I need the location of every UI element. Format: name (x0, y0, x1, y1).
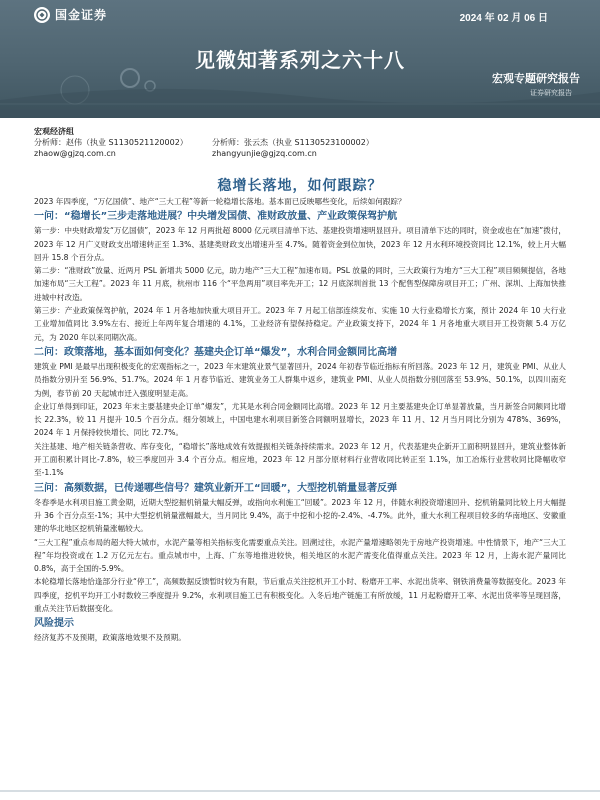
report-date: 2024 年 02 月 06 日 (459, 13, 548, 24)
analyst-name-row (34, 137, 574, 148)
report-sub-label: 证券研究报告 (530, 89, 572, 97)
header-banner (0, 0, 600, 118)
analyst-2-name: 分析师：张云杰（执业 S1130523100002） (212, 138, 374, 147)
analyst-2-email: zhangyunjie@gjzq.com.cn (212, 149, 317, 158)
footer-divider (0, 790, 600, 792)
analyst-block (34, 126, 574, 159)
section-3-paragraph: “三大工程”重点布局的超大特大城市，水泥产量等相关指标变化需要重点关注。回溯过往，水泥产量增速略领先于房地产投资增速。中性情景下，地产“三大工程”年均投资或在 1.2 万亿元左右。重点城市中，上海、广东等地推进较快，相关地区的水泥产需变化值得重点关注。2023 年 12 月，上海水泥产量同比 0.8%，高于全国的-5.9%。 (34, 537, 566, 574)
section-2-heading: 二问：政策落地，基本面如何变化？基建央企订单“爆发”，水利合同金额同比高增 (34, 346, 398, 358)
section-2-paragraph: 建筑业 PMI 是最早出现积极变化的宏观指标之一，2023 年末建筑业景气显著回升，2024 年初春节临近指标有所回落。2023 年 12 月，建筑业 PMI、从业人员指数分别升至 56.9%、51.7%。2024 年 1 月春节临近、建筑业务工人群集中返乡，建筑业 PMI、从业人员指数分别回落至 53.9%、50.1%，以四川南充为例，春节前 20 天起城市迁入强度明显走高。 (34, 361, 566, 398)
logo-icon (34, 7, 50, 23)
analyst-group: 宏观经济组 (34, 127, 74, 136)
section-3-paragraph: 冬春季是水利项目施工黄金期，近期大型挖掘机销量大幅反弹，或指向水利施工“回暖”。2023 年 12 月，伴随水利投资增速回升、挖机销量同比较上月大幅提升 36 个百分点至-1%；其中大型挖机销量涨幅最大，当月同比 9.4%，高于中挖和小挖的-2.4%、-4.7%。此外，重大水利工程项目较多的华南地区、安徽重建的华北地区挖机销量涨幅较大。 (34, 497, 566, 534)
main-title: 稳增长落地，如何跟踪？ (217, 178, 383, 194)
section-2-paragraph: 企业订单得到印证，2023 年末主要基建央企订单“爆发”，尤其是水利合同金额同比高增。2023 年 12 月主要基建央企订单显著放量，当月新签合同额同比增长 22.3%，较 11 月提升 10.5 个百分点。细分领域上，中国电建水利项目新签合同额明显增长，2023 年 11 月、12 月当月同比分别为 478%、369%，2024 年 1 月保持较快增长、同比 72.7%。 (34, 401, 566, 438)
analyst-email-row (34, 148, 574, 159)
section-1-heading: 一问：“稳增长”三步走落地进展？中央增发国债、准财政放量、产业政策保驾护航 (34, 211, 398, 223)
report-body (34, 195, 566, 645)
risk-paragraph: 经济复苏不及预期，政策落地效果不及预期。 (34, 633, 186, 643)
section-3-paragraph: 本轮稳增长落地恰逢部分行业“停工”，高频数据反馈暂时较为有限，节后重点关注挖机开工小时、粉磨开工率、水泥出货率、钢铁消费量等数据变化。2023 年四季度，挖机平均开工小时数较三季度提升 9.2%，水利项目施工已有积极变化。入冬后地产链施工有所放缓，11 月起粉磨开工率、水泥出货率等呈现回落，重点关注节后数据变化。 (34, 577, 566, 614)
risk-heading: 风险提示 (34, 618, 74, 630)
series-title: 见微知著系列之六十八 (195, 48, 405, 72)
company-name: 国金证券 (55, 8, 108, 22)
report-type: 宏观专题研究报告 (492, 72, 580, 85)
intro-paragraph: 2023 年四季度，“万亿国债”、地产“三大工程”等新一轮稳增长落地。基本面已反映哪些变化，后续如何跟踪？ (34, 197, 406, 206)
section-2-paragraph: 关注基建、地产相关链条营收、库存变化，“稳增长”落地成效有效提振相关链条持续需求。2023 年 12 月，代表基建央企新开工面积明显回升，建筑业整体新开工面积累计同比-7.8%，较三季度回升 3.4 个百分点。相应地，2023 年 12 月部分原材料行业营收同比转正至 1.1%，加工冶炼行业营收同比降幅收窄至-1.1% (34, 441, 566, 478)
section-1-paragraph: 第一步：中央财政增发“万亿国债”，2023 年 12 月两批超 8000 亿元项目清单下达、基建投资增速明显回升。项目清单下达的同时，资金或也在“加速”拨付，2023 年 12 月广义财政支出增速转正至 1.3%、基建类财政支出增速升至 4.7%。随着资金到位加快，2023 年 12 月水利环境投资同比 12.1%，较上月大幅回升 15.8 个百分点。 (34, 226, 566, 262)
analyst-1-email: zhaow@gjzq.com.cn (34, 149, 116, 158)
section-3-heading: 三问：高频数据，已传递哪些信号？建筑业新开工“回暖”，大型挖机销量显著反弹 (34, 482, 398, 494)
section-1-paragraph: 第三步：产业政策保驾护航，2024 年 1 月各地加快重大项目开工。2023 年 7 月起工信部连续发布、实施 10 大行业稳增长方案，预计 2024 年 10 大行业工业增加值同比 3.9%左右、接近上年两年复合增速的 4.1%，工业经济有望保持稳定。产业政策支持下，2024 年 1 月各地重大项目开工投资额 5.4 万亿元，为 2020 年以来同期次高。 (34, 306, 566, 342)
company-logo (34, 6, 107, 23)
analyst-1-name: 分析师：赵伟（执业 S1130521120002） (34, 138, 188, 147)
section-1-paragraph: 第二步：“准财政”放量、近两月 PSL 新增共 5000 亿元，助力地产“三大工程”加速布局。PSL 放量的同时，三大政策行为地方“三大工程”项目频频提信，各地加速布局“三大工程”。2023 年 11 月底，杭州市 116 个“平急两用”项目率先开工；12 月底深圳首批 13 个配售型保障房项目开工；广州、深圳、上海加快推进城中村改造。 (34, 266, 566, 302)
